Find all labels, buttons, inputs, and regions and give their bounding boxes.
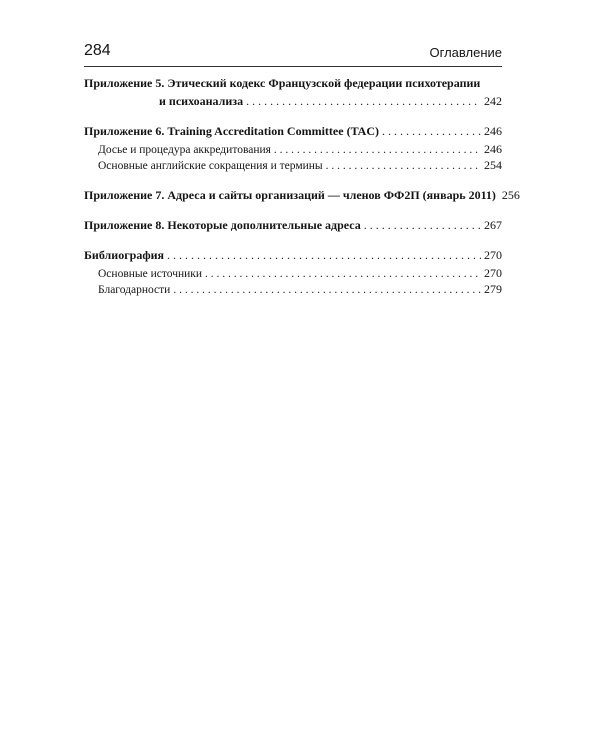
toc-subentry xyxy=(84,266,502,282)
dot-leader xyxy=(173,283,481,298)
toc-subentry xyxy=(84,282,502,298)
page-header xyxy=(84,40,502,66)
toc-entry-label: Приложение 8. Некоторые дополнительные адреса xyxy=(84,218,361,232)
toc-entry-label: Досье и процедура аккредитования xyxy=(98,144,271,156)
dot-leader xyxy=(364,216,481,234)
dot-leader xyxy=(167,246,481,264)
dot-leader xyxy=(246,92,481,110)
toc-entry-label: Благодарности xyxy=(98,284,171,296)
toc-entry-app5-line1 xyxy=(84,74,502,92)
toc-entry-app6 xyxy=(84,122,502,140)
toc-page-number: 279 xyxy=(484,282,502,296)
toc-page-number: 246 xyxy=(484,142,502,156)
toc-page-number: 270 xyxy=(484,248,502,262)
toc-entry-app5-line2 xyxy=(84,92,502,110)
toc-entry-label: Основные английские сокращения и термины xyxy=(98,160,323,172)
dot-leader xyxy=(326,159,481,174)
toc-entry-label: Библиография xyxy=(84,248,165,262)
page-number: 284 xyxy=(84,42,111,59)
running-title: Оглавление xyxy=(429,45,502,60)
toc-subentry xyxy=(84,158,502,174)
toc-entry-label: Приложение 7. Адреса и сайты организаций — членов ФФ2П (январь 2011) xyxy=(84,188,496,202)
toc-subentry xyxy=(84,142,502,158)
toc-page-number: 242 xyxy=(484,94,502,108)
toc-entry-label: Основные источники xyxy=(98,268,203,280)
header-rule xyxy=(84,66,502,67)
toc-page-number: 267 xyxy=(484,218,502,232)
toc-page-number: 254 xyxy=(484,158,502,172)
dot-leader xyxy=(205,267,481,282)
toc-entry-label: Приложение 6. Training Accreditation Committee (TAC) xyxy=(84,124,380,138)
toc-entry-label: и психоанализа xyxy=(159,94,244,108)
toc-page-number: 256 xyxy=(501,188,520,202)
toc-entry-app8 xyxy=(84,216,502,234)
toc-entry-app7 xyxy=(84,186,520,204)
toc-entry-label: Приложение 5. Этический кодекс Французской федерации психотерапии xyxy=(84,76,481,90)
toc-page-number: 246 xyxy=(484,124,502,138)
dot-leader xyxy=(382,122,481,140)
toc-entry-bibliography xyxy=(84,246,502,264)
dot-leader xyxy=(274,143,481,158)
table-of-contents xyxy=(84,74,520,298)
toc-page-number: 270 xyxy=(484,266,502,280)
